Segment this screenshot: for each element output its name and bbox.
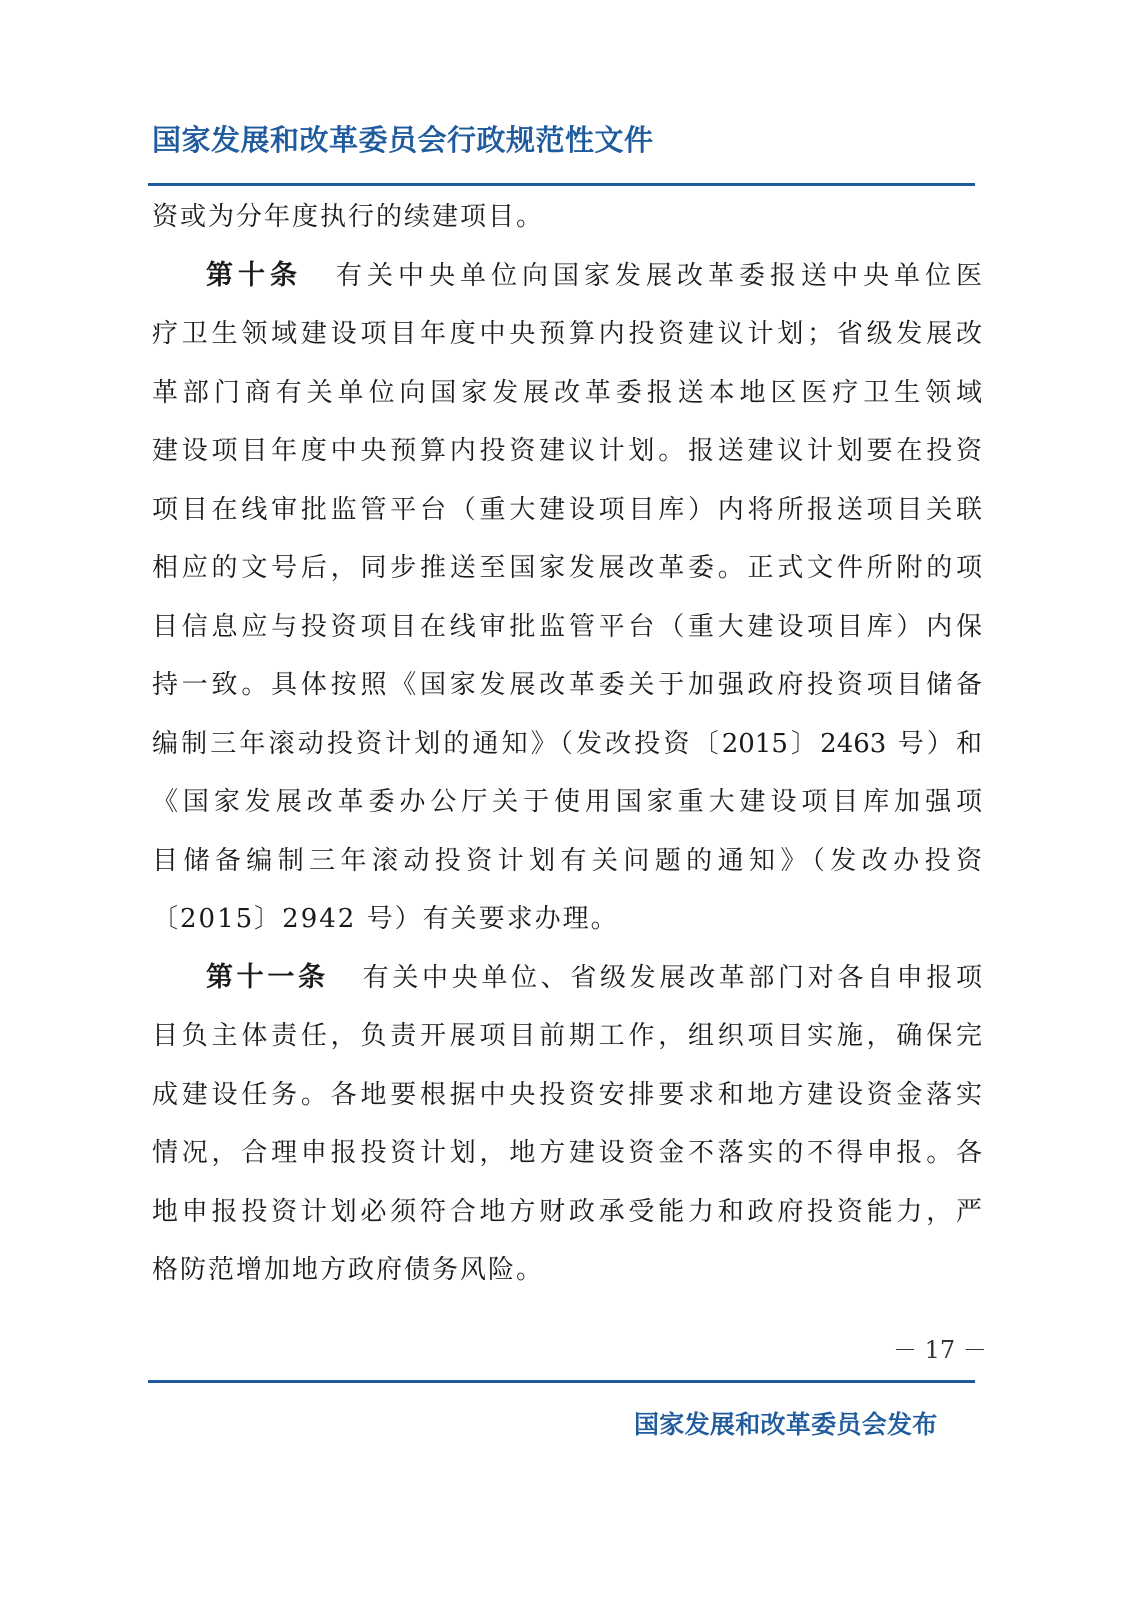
footer-publisher: 国家发展和改革委员会发布	[634, 1410, 938, 1439]
footer-divider	[148, 1380, 975, 1383]
article-11-label: 第十一条	[206, 961, 329, 993]
header-title: 国家发展和改革委员会行政规范性文件	[152, 123, 654, 157]
article-10-line-7: 目信息应与投资项目在线审批监管平台（重大建设项目库）内保	[152, 611, 982, 642]
page-number: － 17 －	[893, 1336, 987, 1364]
article-11-line-4: 情况，合理申报投资计划，地方建设资金不落实的不得申报。各	[152, 1138, 982, 1168]
article-11-line-1-text: 有关中央单位、省级发展改革部门对各自申报项	[362, 962, 982, 993]
article-10-label: 第十条	[206, 259, 302, 291]
article-11-line-3: 成建设任务。各地要根据中央投资安排要求和地方建设资金落实	[152, 1079, 982, 1110]
article-10-line-6: 相应的文号后，同步推送至国家发展改革委。正式文件所附的项	[152, 553, 982, 583]
article-10-line-9: 编制三年滚动投资计划的通知》（发改投资〔2015〕2463 号）和	[152, 728, 982, 759]
continuation-line: 资或为分年度执行的续建项目。	[152, 202, 545, 232]
article-11-line-1	[152, 949, 982, 1008]
article-10-line-1-text: 有关中央单位向国家发展改革委报送中央单位医	[336, 260, 982, 291]
article-10-line-1	[152, 247, 982, 306]
article-10-line-10: 《国家发展改革委办公厅关于使用国家重大建设项目库加强项	[152, 787, 982, 817]
article-11-line-2: 目负主体责任，负责开展项目前期工作，组织项目实施，确保完	[152, 1021, 982, 1051]
article-11-line-5: 地申报投资计划必须符合地方财政承受能力和政府投资能力，严	[152, 1196, 982, 1227]
article-10-line-8: 持一致。具体按照《国家发展改革委关于加强政府投资项目储备	[152, 670, 982, 700]
header-divider	[148, 183, 975, 186]
article-10-line-5: 项目在线审批监管平台（重大建设项目库）内将所报送项目关联	[152, 494, 982, 525]
article-10-line-12: 〔2015〕2942 号）有关要求办理。	[152, 904, 619, 934]
article-10-line-4: 建设项目年度中央预算内投资建议计划。报送建议计划要在投资	[152, 436, 982, 466]
article-10-line-11: 目储备编制三年滚动投资计划有关问题的通知》（发改办投资	[152, 845, 982, 876]
article-10-line-2: 疗卫生领域建设项目年度中央预算内投资建议计划；省级发展改	[152, 319, 982, 349]
document-body	[152, 188, 982, 1300]
article-11-line-6: 格防范增加地方政府债务风险。	[152, 1255, 545, 1285]
article-10-line-3: 革部门商有关单位向国家发展改革委报送本地区医疗卫生领域	[152, 377, 982, 408]
